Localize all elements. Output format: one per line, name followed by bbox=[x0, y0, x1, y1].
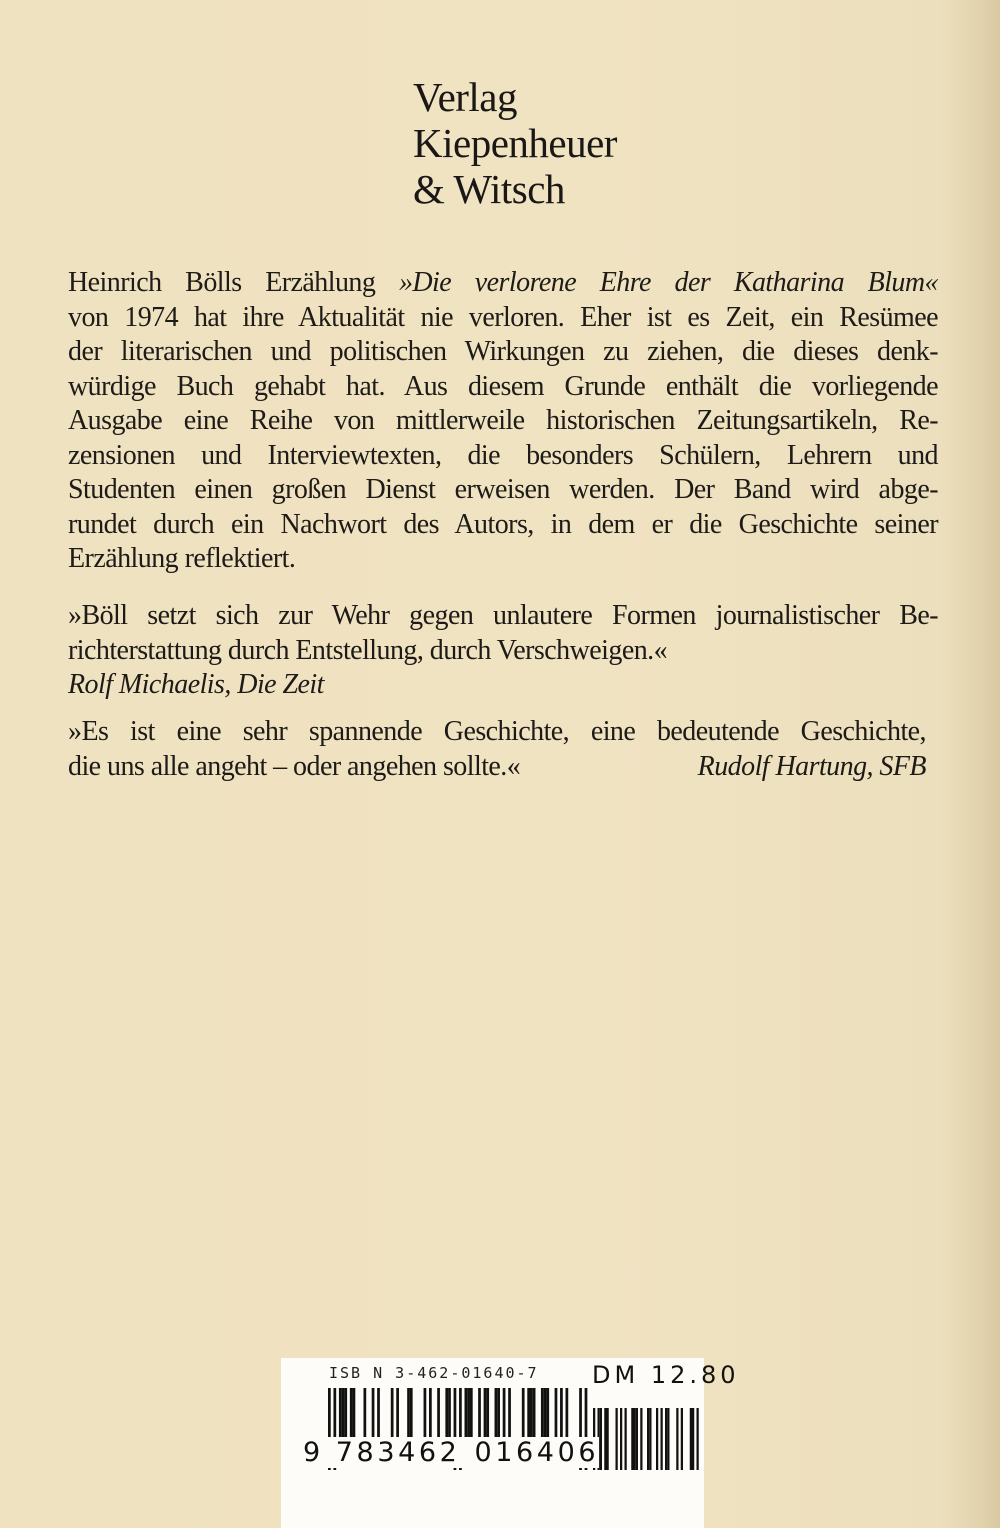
publisher-imprint bbox=[413, 74, 617, 212]
quote-line: richterstattung durch Entstellung, durch Verschweigen.« bbox=[68, 634, 668, 666]
price-barcode-bar bbox=[656, 1408, 658, 1470]
price-barcode-bar bbox=[681, 1408, 683, 1470]
price-barcode-bar bbox=[661, 1408, 663, 1470]
isbn-text: ISB N 3-462-01640-7 bbox=[329, 1364, 539, 1382]
price-barcode-bar bbox=[600, 1408, 602, 1470]
barcode-label bbox=[281, 1358, 740, 1528]
price-barcode-bar bbox=[631, 1408, 633, 1470]
price-barcode-bar bbox=[692, 1408, 694, 1470]
price-barcode-bar bbox=[665, 1408, 667, 1470]
price-barcode-bar bbox=[604, 1408, 606, 1470]
description-line bbox=[68, 266, 938, 301]
quote-line: »Böll setzt sich zur Wehr gegen unlautere Formen journalistischer Be- bbox=[68, 600, 938, 631]
price-barcode-bar bbox=[616, 1408, 618, 1470]
publisher-line-2: Kiepenheuer bbox=[413, 120, 617, 166]
ean-left-group: 783462 bbox=[335, 1437, 461, 1468]
review-quote-2 bbox=[68, 715, 926, 784]
price-label: DM 12.80 bbox=[592, 1361, 740, 1389]
ean-digits bbox=[303, 1437, 599, 1468]
book-title: »Die verlorene Ehre der Katharina Blum« bbox=[398, 267, 938, 298]
description-line: Erzählung reflektiert. bbox=[68, 543, 296, 574]
price-barcode bbox=[593, 1408, 699, 1470]
description-line: rundet durch ein Nachwort des Autors, in dem er die Geschichte seiner bbox=[68, 508, 938, 540]
description-line: Ausgabe eine Reihe von mittlerweile historischen Zeitungsartikeln, Re- bbox=[68, 405, 938, 436]
price-barcode-bar bbox=[690, 1408, 692, 1470]
publisher-line-1: Verlag bbox=[413, 74, 518, 120]
price-barcode-bar bbox=[636, 1408, 638, 1470]
book-description bbox=[68, 266, 938, 577]
price-barcode-bar bbox=[607, 1408, 609, 1470]
price-barcode-bar bbox=[647, 1408, 649, 1470]
quote-source: Rolf Michaelis, Die Zeit bbox=[68, 669, 324, 700]
description-line: der literarischen und politischen Wirkungen zu ziehen, die dieses denk- bbox=[68, 336, 938, 367]
publisher-line-3: & Witsch bbox=[413, 166, 565, 212]
price-barcode-bar bbox=[620, 1408, 622, 1470]
description-line: würdige Buch gehabt hat. Aus diesem Grunde enthält die vorliegende bbox=[68, 370, 938, 402]
quote-source: Rudolf Hartung, SFB bbox=[697, 750, 926, 782]
description-line: von 1974 hat ihre Aktualität nie verloren. Eher ist es Zeit, ein Resümee bbox=[68, 301, 938, 333]
review-quote-1 bbox=[68, 599, 938, 703]
ean-right-group: 016406 bbox=[474, 1437, 600, 1468]
description-intro: Heinrich Bölls Erzählung bbox=[68, 267, 399, 298]
quote-line: »Es ist eine sehr spannende Geschichte, eine bedeutende Geschichte, bbox=[68, 716, 926, 747]
price-barcode-bar bbox=[640, 1408, 642, 1470]
price-barcode-bar bbox=[667, 1408, 669, 1470]
price-barcode-bar bbox=[649, 1408, 651, 1470]
description-line: Studenten einen großen Dienst erweisen werden. Der Band wird abge- bbox=[68, 474, 938, 505]
price-barcode-bar bbox=[676, 1408, 678, 1470]
ean-first-digit: 9 bbox=[303, 1437, 324, 1468]
quote-line: die uns alle angeht – oder angehen sollte.« bbox=[68, 750, 521, 782]
price-barcode-bar bbox=[634, 1408, 636, 1470]
description-line: zensionen und Interviewtexten, die besonders Schülern, Lehrern und bbox=[68, 439, 938, 471]
price-barcode-bar bbox=[625, 1408, 627, 1470]
price-barcode-bar bbox=[697, 1408, 699, 1470]
